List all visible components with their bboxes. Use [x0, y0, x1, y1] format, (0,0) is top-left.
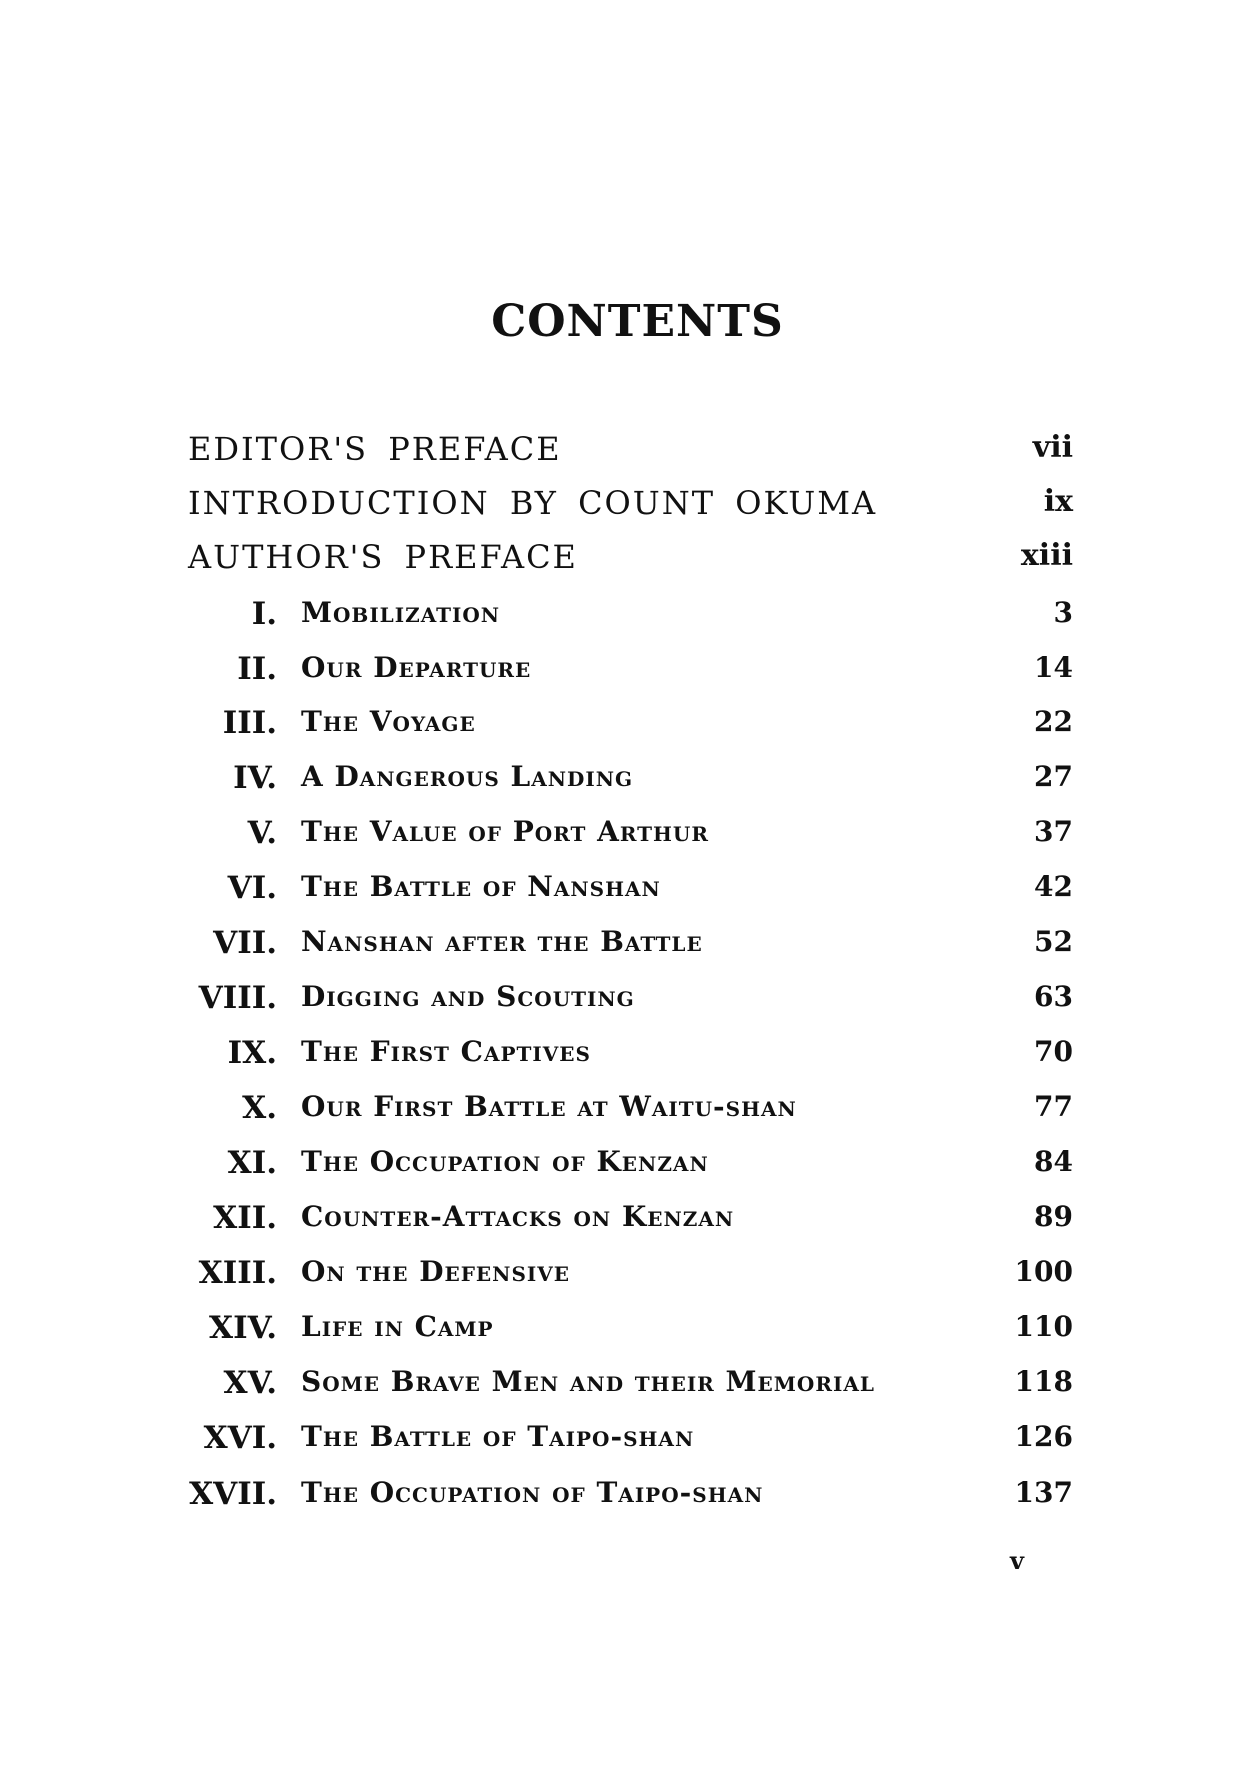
toc-entry	[0, 1365, 1259, 1415]
chapter-title: Mobilization	[301, 596, 501, 629]
chapter-title: Our First Battle at Waitu-shan	[301, 1090, 797, 1123]
chapter-page: 63	[1034, 980, 1073, 1013]
chapter-page: 100	[1014, 1255, 1073, 1288]
chapter-page: 52	[1034, 925, 1073, 958]
chapter-page: 84	[1034, 1145, 1073, 1178]
chapter-number: VI.	[227, 870, 277, 906]
chapter-page: 37	[1034, 815, 1073, 848]
toc-entry	[0, 1035, 1259, 1085]
chapter-title: On the Defensive	[301, 1255, 571, 1288]
chapter-number: XVI.	[203, 1420, 277, 1456]
chapter-number: V.	[247, 815, 277, 851]
front-matter-page: vii	[1032, 430, 1073, 465]
chapter-page: 3	[1053, 596, 1073, 629]
toc-entry	[0, 1310, 1259, 1360]
page-title: CONTENTS	[491, 296, 784, 347]
chapter-page: 89	[1034, 1200, 1073, 1233]
chapter-page: 110	[1014, 1310, 1073, 1343]
toc-entry	[0, 815, 1259, 865]
front-matter-title: INTRODUCTION BY COUNT OKUMA	[188, 484, 878, 522]
chapter-title: Digging and Scouting	[301, 980, 635, 1013]
chapter-title: Life in Camp	[301, 1310, 494, 1343]
chapter-number: IV.	[233, 760, 277, 796]
chapter-number: IX.	[227, 1035, 277, 1071]
chapter-page: 42	[1034, 870, 1073, 903]
chapter-number: VIII.	[198, 980, 277, 1016]
page-folio: v	[1010, 1546, 1024, 1575]
chapter-title: Some Brave Men and their Memorial	[301, 1365, 875, 1398]
toc-entry	[0, 596, 1259, 646]
toc-entry	[0, 925, 1259, 975]
chapter-page: 118	[1014, 1365, 1073, 1398]
toc-entry	[0, 1255, 1259, 1305]
chapter-page: 14	[1034, 651, 1073, 684]
front-matter-page: xiii	[1020, 538, 1073, 573]
chapter-number: XVII.	[189, 1476, 277, 1512]
chapter-page: 70	[1034, 1035, 1073, 1068]
front-matter-title: EDITOR'S PREFACE	[188, 430, 562, 468]
chapter-title: Nanshan after the Battle	[301, 925, 703, 958]
chapter-number: XIV.	[209, 1310, 277, 1346]
chapter-number: I.	[251, 596, 277, 632]
chapter-number: VII.	[213, 925, 277, 961]
chapter-number: II.	[237, 651, 277, 687]
chapter-number: XIII.	[198, 1255, 277, 1291]
chapter-number: XV.	[223, 1365, 277, 1401]
front-matter-page: ix	[1043, 484, 1073, 519]
chapter-title: A Dangerous Landing	[301, 760, 634, 793]
toc-entry	[0, 651, 1259, 701]
chapter-title: The First Captives	[301, 1035, 591, 1068]
chapter-title: The Occupation of Kenzan	[301, 1145, 709, 1178]
chapter-title: The Voyage	[301, 705, 476, 738]
chapter-title: The Occupation of Taipo-shan	[301, 1476, 764, 1509]
chapter-page: 77	[1034, 1090, 1073, 1123]
toc-entry	[0, 705, 1259, 755]
chapter-title: Our Departure	[301, 651, 532, 684]
toc-entry	[0, 1145, 1259, 1195]
chapter-title: The Battle of Taipo-shan	[301, 1420, 695, 1453]
toc-entry	[0, 870, 1259, 920]
chapter-number: XII.	[213, 1200, 277, 1236]
toc-entry	[0, 1200, 1259, 1250]
chapter-title: The Battle of Nanshan	[301, 870, 661, 903]
toc-entry	[0, 760, 1259, 810]
chapter-page: 137	[1014, 1476, 1073, 1509]
chapter-number: III.	[222, 705, 277, 741]
chapter-page: 22	[1034, 705, 1073, 738]
chapter-number: X.	[242, 1090, 277, 1126]
chapter-title: Counter-Attacks on Kenzan	[301, 1200, 735, 1233]
toc-entry	[0, 980, 1259, 1030]
toc-entry	[0, 1420, 1259, 1470]
toc-entry	[0, 1476, 1259, 1526]
chapter-title: The Value of Port Arthur	[301, 815, 709, 848]
chapter-number: XI.	[227, 1145, 277, 1181]
chapter-page: 126	[1014, 1420, 1073, 1453]
front-matter-title: AUTHOR'S PREFACE	[188, 538, 578, 576]
toc-entry	[0, 1090, 1259, 1140]
chapter-page: 27	[1034, 760, 1073, 793]
